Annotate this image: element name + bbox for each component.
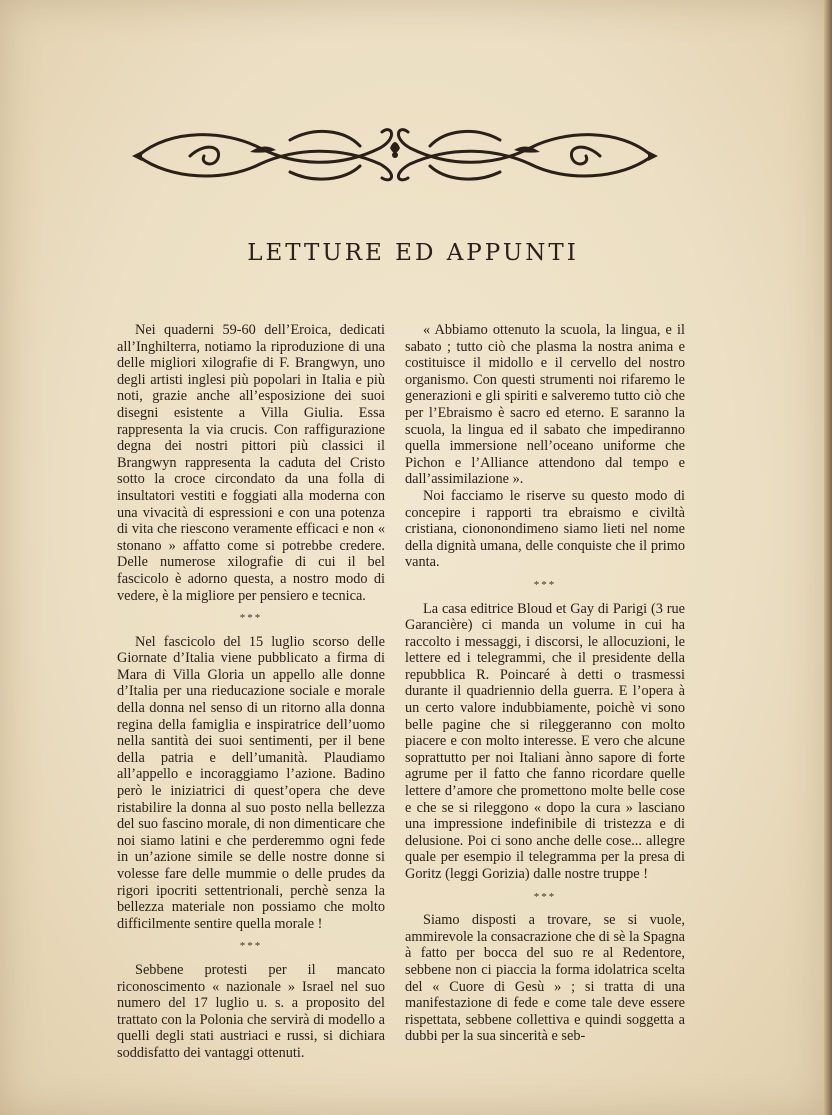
- paragraph-quote-scuola: « Abbiamo ottenuto la scuola, la lingua, e il sabato ; tutto ciò che plasma la nostra anima e costituisce il midollo e il cervello del nostro organismo. Con questi strumenti noi rifaremo le generazioni e gli spiriti e salveremo tutto ciò che per l’Ebraismo è sacro ed eterno. E saranno la scuola, la lingua ed il sabato che impediranno quella immersione nell’oceano uniforme che Pichon e l’Alliance attendono dal tempo e dall’assimilazione ».: [405, 322, 685, 488]
- left-column: [117, 322, 385, 1062]
- paragraph-giornate-italia: Nel fascicolo del 15 luglio scorso delle Giornate d’Italia viene pubblicato a firma di Mara di Villa Gloria un appello alle donne d’Italia per una rieducazione sociale e morale della donna nel senso di un ritorno alla donna regina della famiglia e inspiratrice dell’uomo nella santità dei suoi sentimenti, per il bene della patria e dell’umanità. Plaudiamo all’appello e incoraggiamo l’azione. Badino però le iniziatrici di quest’opera che deve ristabilire la donna al suo posto nella bellezza del suo fascino morale, di non dimenticare che noi siamo latini e che perderemmo ogni fede in un’azione simile se delle nostre donne si volesse fare delle mummie o delle prudes da rigori ipocriti settentrionali, perchè senza la bellezza materiale non possiamo che molto difficilmente sentire quella morale !: [117, 633, 385, 932]
- section-separator: ***: [239, 940, 263, 953]
- paragraph-bloud-gay: La casa editrice Bloud et Gay di Parigi (3 rue Garancière) ci manda un volume in cui ha raccolto i messaggi, i discorsi, le allocuzioni, le lettere ed i telegrammi, che il presidente della repubblica R. Poincaré à detti o trasmessi durante il quadriennio della guerra. E l’opera à un certo valore indubbiamente, poichè vi sono belle pagine che si rileggeranno con molto piacere e con molto interesse. E vero che alcune soprattutto per noi Italiani ànno sapore di forte agrume per il fatto che fanno ricordare quelle lettere d’amore che promettono molte belle cose e che se si rileggono « dopo la cura » lasciano una impressione indefinibile di tristezza e di delusione. Poi ci sono anche delle cose... allegre quale per esempio il telegramma per la presa di Goritz (leggi Gorizia) dalle nostre truppe !: [405, 600, 685, 882]
- section-separator: ***: [533, 890, 557, 903]
- section-separator: ***: [533, 578, 557, 591]
- paragraph-spagna: Siamo disposti a trovare, se si vuole, ammirevole la consacrazione che di sè la Spagna à fatto per bocca del suo re al Redentore, sebbene non ci piaccia la forma idolatrica scelta del « Cuore di Gesù » ; si tratta di una manifestazione di fede e come tale deve essere rispettata, sebbene collettiva e quindi soggetta a dubbi per la sua sincerità e seb-: [405, 912, 685, 1045]
- right-column: [405, 322, 685, 1045]
- page-edge: [824, 0, 832, 1115]
- page-title: LETTURE ED APPUNTI: [247, 240, 579, 266]
- paragraph-riserve: Noi facciamo le riserve su questo modo di concepire i rapporti tra ebraismo e civiltà cristiana, ciononondimeno siamo lieti nel nome della dignità umana, delle conquiste che il primo vanta.: [405, 487, 685, 571]
- paragraph-eroica: Nei quaderni 59-60 dell’Eroica, dedicati all’Inghilterra, notiamo la riproduzione di una delle migliori xilografie di F. Brangwyn, uno degli artisti inglesi più popolari in Italia e più noti, grazie anche all’esposizione dei suoi disegni esistente a Villa Giulia. Essa rappresenta la via crucis. Con raffigurazione degna dei nostri pittori più classici il Brangwyn rappresenta la caduta del Cristo sotto la croce circondato da una folla di insultatori vestiti e foggiati alla moderna con una vivacità di espressioni e con una potenza di vita che riescono veramente efficaci e non « stonano » affatto come si potrebbe credere. Delle numerose xilografie di cui il bel fascicolo è adorno questa, a nostro modo di vedere, è la migliore per pensiero e tecnica.: [117, 322, 385, 604]
- decorative-header-ornament: [130, 118, 660, 188]
- section-separator: ***: [239, 612, 263, 625]
- paragraph-israel: Sebbene protesti per il mancato riconoscimento « nazionale » Israel nel suo numero del 17 luglio u. s. a proposito del trattato con la Polonia che servirà di modello a quelli degli stati austriaci e russi, si dichiara soddisfatto dei vantaggi ottenuti.: [117, 961, 385, 1061]
